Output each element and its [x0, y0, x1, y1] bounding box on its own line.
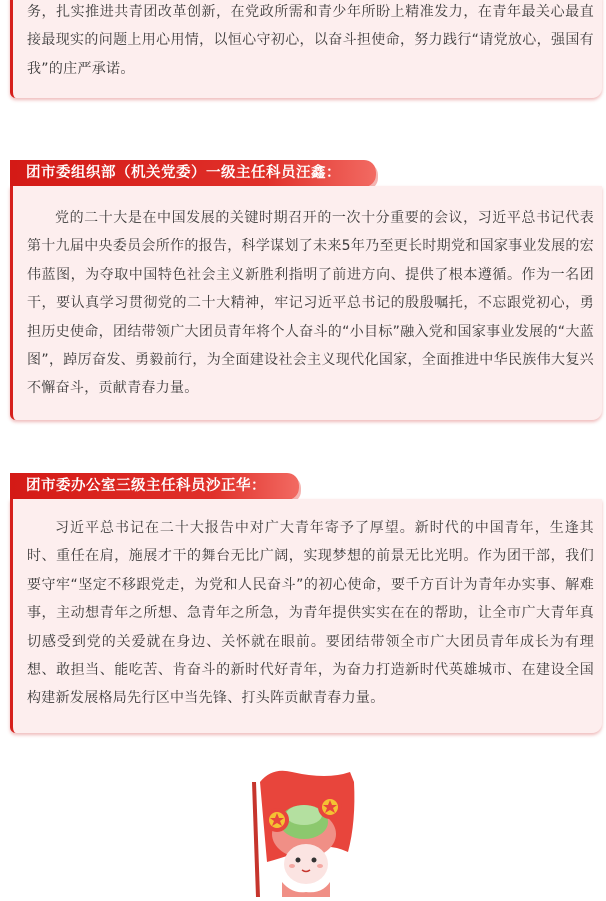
section-heading-office: 团市委办公室三级主任科员沙正华：: [10, 473, 299, 500]
section-paragraph: 务，扎实推进共青团改革创新，在党政所需和青少年所盼上精准发力，在青年最关心最直接最现实的问题上用心用情，以恒心守初心，以奋斗担使命，努力践行“请党放心，强国有我”的庄严承诺。: [27, 4, 594, 77]
section-card-organization: [10, 186, 602, 420]
section-card-intro: [10, 0, 602, 98]
section-heading-organization: 团市委组织部（机关党委）一级主任科员汪鑫：: [10, 160, 376, 187]
section-card-office: [10, 499, 602, 733]
flag-mascot-icon: [232, 762, 382, 897]
section-paragraph: 习近平总书记在二十大报告中对广大青年寄予了厚望。新时代的中国青年，生逢其时、重任在肩，施展才干的舞台无比广阔，实现梦想的前景无比光明。作为团干部，我们要守牢“坚定不移跟党走，为党和人民奋斗”的初心使命，要千方百计为青年办实事、解难事，主动想青年之所想、急青年之所急，为青年提供实实在在的帮助，让全市广大青年真切感受到党的关爱就在身边、关怀就在眼前。要团结带领全市广大团员青年成长为有理想、敢担当、能吃苦、肯奋斗的新时代好青年，为奋力打造新时代英雄城市、在建设全国构建新发展格局先行区中当先锋、打头阵贡献青春力量。: [27, 520, 594, 707]
section-paragraph: 党的二十大是在中国发展的关键时期召开的一次十分重要的会议，习近平总书记代表第十九届中央委员会所作的报告，科学谋划了未来5年乃至更长时期党和国家事业发展的宏伟蓝图，为夺取中国特色社会主义新胜利指明了前进方向、提供了根本遵循。作为一名团干，要认真学习贯彻党的二十大精神，牢记习近平总书记的殷殷嘱托，不忘跟党初心，勇担历史使命，团结带领广大团员青年将个人奋斗的“小目标”融入党和国家事业发展的“大蓝图”，踔厉奋发、勇毅前行，为全面建设社会主义现代化国家，全面推进中华民族伟大复兴不懈奋斗，贡献青春力量。: [27, 210, 594, 397]
